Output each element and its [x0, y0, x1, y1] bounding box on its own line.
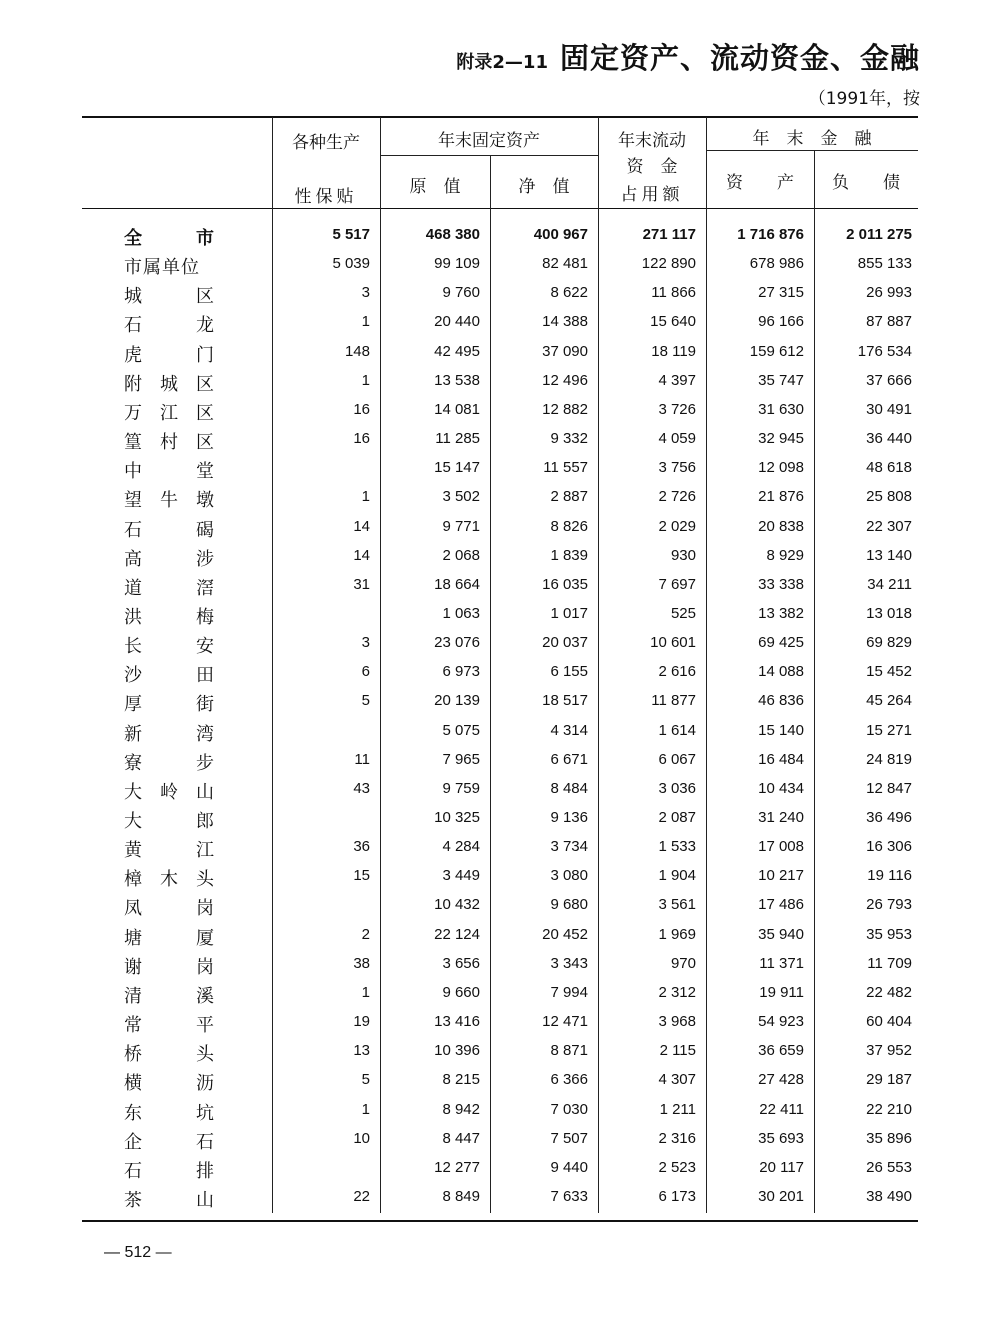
region-name: 横 沥 — [124, 1073, 214, 1095]
value-cell: 4 284 — [442, 838, 480, 856]
region-name: 厚 街 — [124, 694, 214, 716]
value-cell: 468 380 — [425, 226, 480, 243]
value-cell: 3 726 — [658, 400, 696, 418]
value-cell: 11 — [354, 750, 370, 768]
value-cell: 1 614 — [658, 721, 696, 739]
value-cell: 17 486 — [758, 896, 804, 914]
value-cell: 27 315 — [758, 284, 804, 302]
value-cell: 27 428 — [758, 1071, 804, 1089]
value-cell: 30 491 — [866, 400, 912, 418]
table-row — [0, 632, 1000, 661]
value-cell: 8 484 — [550, 779, 588, 797]
value-cell: 23 076 — [434, 634, 480, 652]
value-cell: 16 484 — [758, 750, 804, 768]
value-cell: 20 452 — [542, 925, 588, 943]
value-cell: 6 973 — [442, 663, 480, 681]
value-cell: 34 211 — [867, 575, 912, 593]
value-cell: 5 — [361, 692, 370, 710]
col-finance-group: 年 末 金 融 — [752, 129, 872, 149]
value-cell: 96 166 — [758, 313, 804, 331]
value-cell: 69 425 — [758, 634, 804, 652]
table-row — [0, 1157, 1000, 1186]
value-cell: 15 452 — [866, 663, 912, 681]
value-cell: 2 029 — [658, 517, 696, 535]
value-cell: 1 — [361, 488, 370, 506]
value-cell: 12 098 — [758, 459, 804, 477]
table-row — [0, 282, 1000, 311]
value-cell: 36 659 — [758, 1042, 804, 1060]
region-name: 清 溪 — [124, 985, 214, 1007]
table-row — [0, 224, 1000, 253]
value-cell: 1 211 — [659, 1100, 696, 1118]
value-cell: 37 666 — [866, 371, 912, 389]
value-cell: 14 081 — [434, 400, 480, 418]
value-cell: 24 819 — [866, 750, 912, 768]
value-cell: 9 771 — [442, 517, 480, 535]
value-cell: 42 495 — [434, 342, 480, 360]
value-cell: 26 993 — [866, 284, 912, 302]
region-name: 东 坑 — [124, 1102, 214, 1124]
region-name: 洪 梅 — [124, 606, 214, 628]
value-cell: 22 307 — [866, 517, 912, 535]
value-cell: 14 388 — [542, 313, 588, 331]
region-name: 茶 山 — [124, 1189, 214, 1211]
value-cell: 31 240 — [758, 809, 804, 826]
value-cell: 400 967 — [533, 226, 588, 243]
value-cell: 10 396 — [434, 1042, 480, 1060]
table-row — [0, 778, 1000, 807]
value-cell: 7 994 — [550, 983, 588, 1001]
value-cell: 22 124 — [434, 925, 480, 943]
value-cell: 1 — [361, 983, 370, 1001]
value-cell: 9 660 — [442, 983, 480, 1001]
value-cell: 7 030 — [550, 1100, 588, 1118]
value-cell: 1 904 — [658, 867, 696, 885]
value-cell: 122 890 — [641, 255, 696, 273]
value-cell: 11 877 — [651, 692, 696, 710]
value-cell: 970 — [670, 954, 696, 972]
value-cell: 22 — [353, 1187, 370, 1205]
region-name: 长 安 — [124, 636, 214, 658]
value-cell: 82 481 — [542, 255, 588, 273]
table-row — [0, 486, 1000, 515]
value-cell: 6 067 — [658, 750, 696, 768]
value-cell: 2 — [361, 925, 370, 943]
value-cell: 13 — [353, 1042, 370, 1060]
value-cell: 14 — [353, 546, 370, 564]
value-cell: 525 — [670, 604, 696, 622]
value-cell: 159 612 — [749, 342, 804, 360]
value-cell: 1 533 — [658, 838, 696, 856]
value-cell: 14 — [353, 517, 370, 535]
value-cell: 3 343 — [550, 954, 588, 972]
value-cell: 855 133 — [857, 255, 912, 273]
region-name: 黄 江 — [124, 840, 214, 862]
region-name: 谢 岗 — [124, 956, 214, 978]
value-cell: 3 656 — [442, 954, 480, 972]
value-cell: 16 — [353, 400, 370, 418]
value-cell: 1 839 — [550, 546, 588, 564]
value-cell: 4 059 — [658, 430, 696, 448]
value-cell: 36 — [353, 838, 370, 856]
value-cell: 38 490 — [866, 1187, 912, 1205]
value-cell: 6 173 — [658, 1187, 696, 1205]
value-cell: 1 063 — [442, 604, 480, 622]
table-row — [0, 603, 1000, 632]
table-row — [0, 924, 1000, 953]
table-row — [0, 341, 1000, 370]
value-cell: 20 440 — [434, 313, 480, 331]
value-cell: 48 618 — [866, 459, 912, 477]
value-cell: 6 366 — [550, 1071, 588, 1089]
region-name: 企 石 — [124, 1131, 214, 1153]
col-original-value: 原 值 — [409, 177, 461, 197]
col-insurance-header-top: 各种生产 — [292, 133, 360, 153]
value-cell: 5 039 — [332, 255, 370, 273]
value-cell: 46 836 — [758, 692, 804, 710]
region-name: 全 市 — [124, 228, 214, 249]
value-cell: 21 876 — [758, 488, 804, 506]
value-cell: 25 808 — [866, 488, 912, 506]
region-name: 常 平 — [124, 1015, 214, 1037]
value-cell: 8 929 — [766, 546, 804, 564]
value-cell: 3 080 — [550, 867, 588, 885]
region-name: 篁 村 区 — [124, 432, 214, 454]
value-cell: 11 557 — [543, 459, 588, 477]
table-row — [0, 1011, 1000, 1040]
region-name: 道 滘 — [124, 577, 214, 599]
value-cell: 10 434 — [758, 779, 804, 797]
value-cell: 33 338 — [758, 575, 804, 593]
value-cell: 1 — [361, 313, 370, 331]
value-cell: 35 896 — [866, 1129, 912, 1147]
value-cell: 9 680 — [550, 896, 588, 914]
region-name: 石 排 — [124, 1160, 214, 1182]
value-cell: 3 — [361, 284, 370, 302]
value-cell: 3 449 — [442, 867, 480, 885]
col-insurance-header-bottom: 性保贴 — [294, 187, 358, 207]
value-cell: 7 507 — [550, 1129, 588, 1147]
value-cell: 1 — [361, 371, 370, 389]
value-cell: 5 075 — [442, 721, 480, 739]
value-cell: 13 018 — [866, 604, 912, 622]
value-cell: 30 201 — [758, 1187, 804, 1205]
value-cell: 3 756 — [658, 459, 696, 477]
value-cell: 1 969 — [658, 925, 696, 943]
table-row — [0, 516, 1000, 545]
value-cell: 45 264 — [866, 692, 912, 710]
table-row — [0, 1128, 1000, 1157]
value-cell: 19 — [353, 1013, 370, 1031]
value-cell: 1 — [361, 1100, 370, 1118]
value-cell: 8 871 — [550, 1042, 588, 1060]
value-cell: 35 953 — [866, 925, 912, 943]
value-cell: 15 — [353, 867, 370, 885]
value-cell: 26 553 — [866, 1158, 912, 1176]
region-name: 寮 步 — [124, 752, 214, 774]
col-net-value: 净 值 — [518, 177, 570, 197]
region-name: 大 郎 — [124, 811, 214, 832]
col-working-capital-bottom: 占用额 — [620, 185, 684, 205]
value-cell: 13 382 — [758, 604, 804, 622]
region-name: 高 涉 — [124, 548, 214, 570]
region-name: 沙 田 — [124, 665, 214, 687]
value-cell: 54 923 — [758, 1013, 804, 1031]
value-cell: 7 697 — [658, 575, 696, 593]
table-row — [0, 1186, 1000, 1215]
value-cell: 87 887 — [866, 313, 912, 331]
value-cell: 8 826 — [550, 517, 588, 535]
col-finance-assets: 资 产 — [726, 173, 794, 193]
value-cell: 13 140 — [866, 546, 912, 564]
table-bottom-rule — [82, 1220, 918, 1222]
value-cell: 12 496 — [542, 371, 588, 389]
value-cell: 31 630 — [758, 400, 804, 418]
table-row — [0, 1099, 1000, 1128]
value-cell: 3 561 — [658, 896, 696, 914]
value-cell: 2 887 — [550, 488, 588, 506]
page-title — [456, 36, 920, 77]
table-row — [0, 982, 1000, 1011]
value-cell: 2 087 — [658, 809, 696, 826]
region-name: 石 龙 — [124, 315, 214, 337]
value-cell: 6 — [361, 663, 370, 681]
value-cell: 26 793 — [866, 896, 912, 914]
value-cell: 2 115 — [659, 1042, 696, 1060]
value-cell: 3 — [361, 634, 370, 652]
value-cell: 7 633 — [550, 1187, 588, 1205]
table-row — [0, 865, 1000, 894]
value-cell: 20 037 — [542, 634, 588, 652]
value-cell: 11 866 — [651, 284, 696, 302]
value-cell: 22 411 — [759, 1100, 804, 1118]
value-cell: 14 088 — [758, 663, 804, 681]
region-name: 塘 厦 — [124, 927, 214, 949]
region-name: 凤 岗 — [124, 898, 214, 920]
value-cell: 12 277 — [434, 1158, 480, 1176]
value-cell: 678 986 — [749, 255, 804, 273]
table-subtitle: （1991年，按 — [808, 89, 920, 109]
table-row — [0, 399, 1000, 428]
region-name: 大 岭 山 — [124, 781, 214, 803]
value-cell: 19 116 — [867, 867, 912, 885]
value-cell: 13 416 — [434, 1013, 480, 1031]
value-cell: 1 716 876 — [737, 226, 804, 243]
value-cell: 10 601 — [650, 634, 696, 652]
value-cell: 9 760 — [442, 284, 480, 302]
value-cell: 2 316 — [658, 1129, 696, 1147]
value-cell: 22 482 — [866, 983, 912, 1001]
value-cell: 6 155 — [550, 663, 588, 681]
value-cell: 15 640 — [650, 313, 696, 331]
region-name: 附 城 区 — [124, 373, 214, 395]
value-cell: 18 119 — [651, 342, 696, 360]
value-cell: 5 — [361, 1071, 370, 1089]
region-name: 万 江 区 — [124, 402, 214, 424]
value-cell: 2 011 275 — [846, 226, 912, 243]
value-cell: 11 371 — [759, 954, 804, 972]
value-cell: 10 — [353, 1129, 370, 1147]
value-cell: 35 693 — [758, 1129, 804, 1147]
region-name: 桥 头 — [124, 1044, 214, 1066]
value-cell: 271 117 — [642, 226, 696, 243]
value-cell: 32 945 — [758, 430, 804, 448]
value-cell: 37 952 — [866, 1042, 912, 1060]
value-cell: 16 — [353, 430, 370, 448]
value-cell: 43 — [353, 779, 370, 797]
table-row — [0, 574, 1000, 603]
value-cell: 60 404 — [866, 1013, 912, 1031]
table-top-rule — [82, 116, 918, 118]
value-cell: 9 332 — [550, 430, 588, 448]
value-cell: 10 217 — [758, 867, 804, 885]
region-name: 中 堂 — [124, 461, 214, 483]
value-cell: 2 523 — [658, 1158, 696, 1176]
value-cell: 2 726 — [658, 488, 696, 506]
region-name: 樟 木 头 — [124, 869, 214, 891]
table-row — [0, 457, 1000, 486]
value-cell: 15 271 — [866, 721, 912, 739]
value-cell: 10 325 — [434, 809, 480, 826]
value-cell: 17 008 — [758, 838, 804, 856]
value-cell: 9 759 — [442, 779, 480, 797]
value-cell: 9 136 — [550, 809, 588, 826]
region-name: 石 碣 — [124, 519, 214, 541]
value-cell: 18 517 — [542, 692, 588, 710]
value-cell: 35 747 — [758, 371, 804, 389]
value-cell: 8 622 — [550, 284, 588, 302]
value-cell: 1 017 — [550, 604, 588, 622]
value-cell: 15 140 — [758, 721, 804, 739]
value-cell: 10 432 — [434, 896, 480, 914]
value-cell: 2 616 — [658, 663, 696, 681]
value-cell: 29 187 — [866, 1071, 912, 1089]
value-cell: 99 109 — [434, 255, 480, 273]
table-row — [0, 370, 1000, 399]
value-cell: 6 671 — [550, 750, 588, 768]
table-row — [0, 428, 1000, 457]
value-cell: 36 440 — [866, 430, 912, 448]
table-row — [0, 720, 1000, 749]
value-cell: 12 847 — [866, 779, 912, 797]
table-row — [0, 1040, 1000, 1069]
value-cell: 11 285 — [435, 430, 480, 448]
value-cell: 3 036 — [658, 779, 696, 797]
table-row — [0, 311, 1000, 340]
table-row — [0, 894, 1000, 923]
value-cell: 8 215 — [442, 1071, 480, 1089]
header-bottom-rule — [82, 208, 918, 209]
value-cell: 38 — [353, 954, 370, 972]
value-cell: 7 965 — [442, 750, 480, 768]
value-cell: 31 — [353, 575, 370, 593]
finance-group-rule — [706, 150, 918, 151]
value-cell: 19 911 — [759, 983, 804, 1001]
table-row — [0, 807, 1000, 836]
value-cell: 3 734 — [550, 838, 588, 856]
region-name: 新 湾 — [124, 723, 214, 745]
col-finance-liabilities: 负 债 — [832, 173, 900, 193]
col-working-capital-mid: 资 金 — [626, 157, 678, 177]
value-cell: 2 068 — [442, 546, 480, 564]
fixed-assets-group-rule — [380, 155, 598, 156]
value-cell: 12 471 — [542, 1013, 588, 1031]
value-cell: 12 882 — [542, 400, 588, 418]
col-fixed-assets-group: 年末固定资产 — [438, 131, 540, 151]
value-cell: 148 — [344, 342, 370, 360]
value-cell: 20 139 — [434, 692, 480, 710]
value-cell: 2 312 — [658, 983, 696, 1001]
table-title: 固定资产、流动资金、金融 — [559, 41, 920, 75]
table-row — [0, 953, 1000, 982]
value-cell: 4 397 — [658, 371, 696, 389]
value-cell: 13 538 — [434, 371, 480, 389]
value-cell: 930 — [670, 546, 696, 564]
table-row — [0, 836, 1000, 865]
value-cell: 37 090 — [542, 342, 588, 360]
value-cell: 15 147 — [434, 459, 480, 477]
value-cell: 35 940 — [758, 925, 804, 943]
page-number: — 512 — — [104, 1244, 172, 1261]
value-cell: 18 664 — [434, 575, 480, 593]
value-cell: 11 709 — [867, 954, 912, 972]
region-name: 望 牛 墩 — [124, 490, 214, 512]
value-cell: 8 942 — [442, 1100, 480, 1118]
value-cell: 8 849 — [442, 1187, 480, 1205]
value-cell: 8 447 — [442, 1129, 480, 1147]
appendix-number: 附录2—11 — [456, 52, 548, 73]
value-cell: 3 968 — [658, 1013, 696, 1031]
table-row — [0, 661, 1000, 690]
table-row — [0, 253, 1000, 282]
value-cell: 3 502 — [442, 488, 480, 506]
region-name: 城 区 — [124, 286, 214, 308]
value-cell: 16 035 — [542, 575, 588, 593]
value-cell: 69 829 — [866, 634, 912, 652]
region-name: 虎 门 — [124, 344, 214, 366]
value-cell: 5 517 — [332, 226, 370, 243]
value-cell: 4 314 — [550, 721, 588, 739]
table-row — [0, 749, 1000, 778]
value-cell: 20 838 — [758, 517, 804, 535]
value-cell: 22 210 — [866, 1100, 912, 1118]
value-cell: 176 534 — [857, 342, 912, 360]
table-row — [0, 690, 1000, 719]
value-cell: 4 307 — [658, 1071, 696, 1089]
col-working-capital-top: 年末流动 — [618, 131, 686, 151]
value-cell: 16 306 — [866, 838, 912, 856]
region-name: 市属单位 — [124, 257, 200, 279]
table-row — [0, 1069, 1000, 1098]
value-cell: 36 496 — [866, 809, 912, 826]
table-row — [0, 545, 1000, 574]
value-cell: 9 440 — [550, 1158, 588, 1176]
value-cell: 20 117 — [759, 1158, 804, 1176]
